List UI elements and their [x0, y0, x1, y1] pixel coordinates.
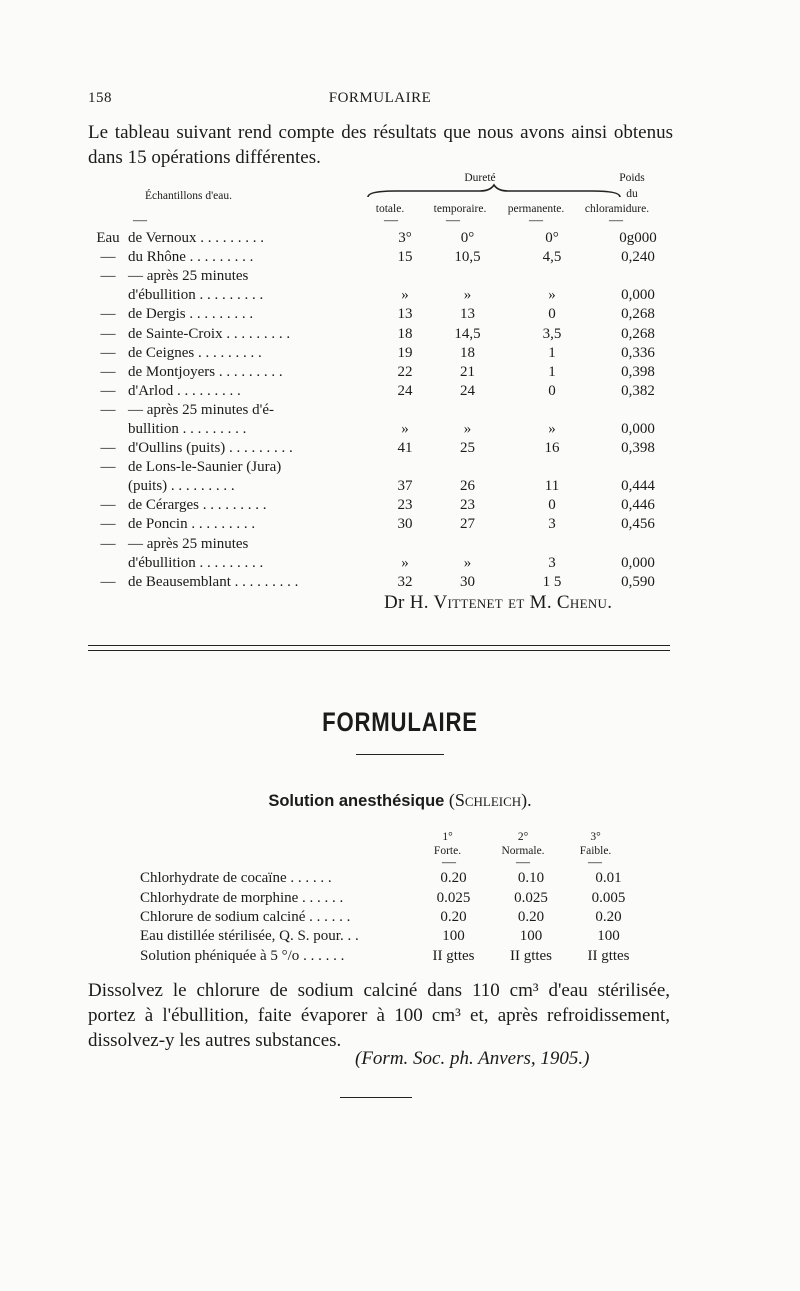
durete-totale	[381, 401, 429, 420]
poids-chloramidure: 0,456	[621, 516, 655, 533]
separator-rule-top	[88, 645, 670, 646]
dose-faible: 100	[597, 928, 620, 945]
table-row	[88, 515, 678, 534]
header-permanente: permanente.	[507, 203, 565, 215]
durete-permanente: 11	[544, 478, 560, 495]
durete-temporaire: 14,5	[454, 325, 481, 342]
poids-chloramidure: 0,444	[621, 478, 655, 495]
table-row	[88, 267, 678, 286]
ingredient-name: Chlorure de sodium calciné . . . . . .	[140, 908, 351, 925]
durete-temporaire	[429, 401, 506, 420]
poids-chloramidure: 0,446	[621, 497, 655, 514]
ingredient-name: Eau distillée stérilisée, Q. S. pour. . .	[140, 928, 359, 945]
table-row	[88, 496, 678, 515]
row-lead: —	[100, 306, 116, 323]
durete-temporaire: 30	[460, 573, 475, 590]
dose-faible: 0.20	[595, 908, 622, 925]
row-lead: —	[100, 268, 116, 285]
row-lead: —	[100, 573, 116, 590]
durete-totale	[381, 535, 429, 554]
header-samples: Échantillons d'eau.	[145, 190, 233, 202]
table-row	[88, 324, 678, 343]
citation-text: (Form. Soc. ph. Anvers, 1905.)	[355, 1048, 590, 1069]
table-row	[140, 888, 646, 907]
header-chloramidure: chloramidure.	[584, 203, 650, 215]
durete-permanente	[506, 535, 598, 554]
durete-totale: »	[401, 420, 409, 437]
dose-forte: 0.025	[436, 889, 471, 906]
durete-totale: 32	[397, 573, 413, 590]
durete-totale: »	[401, 287, 409, 304]
sample-name: — après 25 minutes	[128, 535, 249, 552]
durete-permanente: 0°	[545, 230, 559, 247]
header-poids-1: Poids	[619, 172, 645, 184]
header-dash: —	[133, 213, 147, 228]
running-title: FORMULAIRE	[328, 90, 432, 106]
durete-totale: 41	[397, 440, 413, 457]
poids-chloramidure: 0,268	[621, 306, 655, 323]
ingredient-name: Chlorhydrate de morphine . . . . . .	[140, 889, 344, 906]
durete-totale: 37	[397, 478, 413, 495]
separator-rule-bottom	[88, 650, 670, 651]
table-row	[88, 286, 678, 305]
table-row	[88, 248, 678, 267]
sample-name: bullition . . . . . . . . .	[128, 420, 247, 437]
poids-chloramidure: 0g000	[619, 230, 657, 247]
durete-permanente: 4,5	[542, 249, 562, 266]
durete-permanente: 16	[544, 440, 560, 457]
sample-name: de Lons-le-Saunier (Jura)	[128, 459, 282, 476]
poids-chloramidure: 0,240	[621, 249, 655, 266]
durete-totale: 30	[397, 516, 413, 533]
water-hardness-table	[88, 229, 678, 592]
row-lead: —	[100, 401, 116, 418]
brace-durete	[366, 183, 622, 201]
dose-forte: 0.20	[440, 870, 467, 887]
durete-totale: 15	[397, 249, 413, 266]
signature-prefix: Dr	[384, 592, 405, 613]
ingredient-name: Solution phéniquée à 5 °/o . . . . . .	[140, 947, 345, 964]
row-lead: —	[100, 497, 116, 514]
durete-totale: 18	[397, 325, 413, 342]
poids-chloramidure	[598, 401, 678, 420]
sample-name: d'ébullition . . . . . . . . .	[128, 554, 264, 571]
poids-chloramidure: 0,590	[621, 573, 655, 590]
header-forte-num: 1°	[442, 831, 453, 843]
poids-chloramidure: 0,336	[621, 344, 655, 361]
row-lead: —	[100, 459, 116, 476]
sample-name: de Ceignes . . . . . . . . .	[128, 344, 262, 361]
dose-faible: 0.005	[591, 889, 626, 906]
dose-normale: 0.025	[514, 889, 548, 906]
table-row	[88, 305, 678, 324]
durete-permanente: 3	[548, 516, 556, 533]
dose-normale: II gttes	[509, 947, 553, 964]
page-number: 158	[88, 90, 112, 106]
header-dash: —	[384, 213, 398, 228]
durete-permanente: 1 5	[542, 573, 562, 590]
formula-author: (Schleich).	[448, 790, 532, 810]
row-lead: Eau	[96, 230, 120, 247]
poids-chloramidure: 0,398	[621, 363, 655, 380]
poids-chloramidure: 0,382	[621, 382, 655, 399]
row-lead	[88, 420, 128, 439]
sample-name: de Poncin . . . . . . . . .	[128, 516, 256, 533]
sample-name: de Montjoyers . . . . . . . . .	[128, 363, 283, 380]
row-lead: —	[100, 249, 116, 266]
durete-totale: 13	[397, 306, 413, 323]
durete-totale	[381, 458, 429, 477]
header-dash: —	[446, 213, 460, 228]
header-normale: Normale.	[501, 845, 545, 857]
header-durete: Dureté	[464, 172, 496, 184]
durete-temporaire: 24	[460, 382, 475, 399]
poids-chloramidure: 0,268	[621, 325, 655, 342]
end-rule	[340, 1097, 412, 1098]
sample-name: d'Arlod . . . . . . . . .	[128, 382, 241, 399]
durete-totale: »	[401, 554, 409, 571]
header-normale-num: 2°	[517, 831, 529, 843]
durete-totale: 3°	[398, 230, 412, 247]
durete-temporaire: 21	[460, 363, 475, 380]
table-row	[88, 229, 678, 248]
header-dash: —	[516, 855, 530, 870]
durete-permanente: 0	[548, 306, 556, 323]
durete-permanente: 0	[548, 497, 556, 514]
durete-temporaire: 27	[460, 516, 475, 533]
section-title: FORMULAIRE	[322, 707, 478, 737]
row-lead	[88, 554, 128, 573]
sample-name: de Dergis . . . . . . . . .	[128, 306, 254, 323]
table-row	[140, 908, 646, 927]
title-underline	[356, 754, 444, 755]
dose-normale: 0.10	[517, 870, 545, 887]
durete-permanente	[506, 267, 598, 286]
header-totale: totale.	[375, 203, 405, 215]
table-row	[88, 382, 678, 401]
intro-paragraph: Le tableau suivant rend compte des résultats que nous avons ainsi obtenus dans 15 opérations différentes.	[88, 122, 673, 168]
instructions-paragraph: Dissolvez le chlorure de sodium calciné dans 110 cm³ d'eau stérilisée, portez à l'ébullition, faite évaporer à 100 cm³ et, après refroidissement, dissolvez-y les autres substances.	[88, 980, 670, 1051]
header-dash: —	[442, 855, 456, 870]
poids-chloramidure	[598, 458, 678, 477]
table-row	[88, 477, 678, 496]
signature-names: H. Vittenet et M. Chenu.	[409, 592, 613, 613]
durete-permanente: 3	[548, 554, 556, 571]
durete-permanente: »	[548, 420, 556, 437]
sample-name: de Sainte-Croix . . . . . . . . .	[128, 325, 291, 342]
header-forte: Forte.	[433, 845, 462, 857]
dose-forte: 100	[442, 928, 465, 945]
durete-temporaire: 23	[460, 497, 475, 514]
durete-temporaire: 0°	[460, 230, 475, 247]
durete-totale: 19	[397, 344, 413, 361]
durete-permanente: 1	[548, 363, 556, 380]
ingredient-name: Chlorhydrate de cocaïne . . . . . .	[140, 870, 332, 887]
table-row	[88, 420, 678, 439]
table-row	[88, 401, 678, 420]
table-row	[140, 869, 646, 888]
poids-chloramidure	[598, 267, 678, 286]
table-row	[88, 344, 678, 363]
durete-permanente: 3,5	[542, 325, 562, 342]
table-row	[88, 363, 678, 382]
durete-totale: 24	[397, 382, 413, 399]
sample-name: d'Oullins (puits) . . . . . . . . .	[128, 440, 293, 457]
citation	[355, 1048, 589, 1070]
poids-chloramidure: 0,000	[621, 287, 655, 304]
durete-permanente: 1	[548, 344, 556, 361]
dose-faible: 0.01	[595, 870, 622, 887]
row-lead	[88, 477, 128, 496]
sample-name: de Cérarges . . . . . . . . .	[128, 497, 267, 514]
sample-name: d'ébullition . . . . . . . . .	[128, 287, 264, 304]
durete-temporaire: 25	[460, 440, 475, 457]
dose-normale: 0.20	[517, 908, 545, 925]
durete-totale	[381, 267, 429, 286]
signature	[384, 592, 612, 614]
row-lead: —	[100, 535, 116, 552]
table-row	[140, 947, 646, 966]
dose-forte: II gttes	[432, 947, 475, 964]
header-faible-num: 3°	[590, 831, 601, 843]
formula-subtitle	[0, 790, 800, 811]
header-temporaire: temporaire.	[433, 203, 487, 215]
durete-temporaire: »	[463, 420, 472, 437]
durete-temporaire: 10,5	[454, 249, 481, 266]
row-lead: —	[100, 325, 116, 342]
header-faible: Faible.	[579, 845, 612, 857]
poids-chloramidure	[598, 535, 678, 554]
table-row	[88, 573, 678, 592]
dose-normale: 100	[519, 928, 543, 945]
durete-temporaire: 13	[460, 306, 475, 323]
durete-permanente: 0	[548, 382, 556, 399]
durete-temporaire	[429, 535, 506, 554]
poids-chloramidure: 0,000	[621, 554, 655, 571]
sample-name: (puits) . . . . . . . . .	[128, 478, 235, 495]
table-row	[88, 458, 678, 477]
formula-table	[140, 869, 646, 966]
durete-permanente	[506, 401, 598, 420]
formula-name: Solution anesthésique	[268, 792, 445, 810]
poids-chloramidure: 0,000	[621, 420, 655, 437]
durete-temporaire: 26	[460, 478, 475, 495]
durete-totale: 22	[397, 363, 413, 380]
table-row	[140, 927, 646, 946]
table-row	[88, 554, 678, 573]
row-lead: —	[100, 440, 116, 457]
durete-temporaire: »	[463, 287, 472, 304]
durete-temporaire	[429, 458, 506, 477]
durete-temporaire	[429, 267, 506, 286]
poids-chloramidure: 0,398	[621, 440, 655, 457]
row-lead: —	[100, 344, 116, 361]
sample-name: de Beausemblant . . . . . . . . .	[128, 573, 299, 590]
sample-name: — après 25 minutes	[128, 268, 249, 285]
header-dash: —	[529, 213, 543, 228]
header-dash: —	[609, 213, 623, 228]
sample-name: — après 25 minutes d'é-	[128, 401, 275, 418]
header-dash: —	[588, 855, 602, 870]
durete-permanente: »	[548, 287, 556, 304]
header-poids-2: du	[626, 188, 638, 200]
durete-permanente	[506, 458, 598, 477]
row-lead	[88, 286, 128, 305]
dose-forte: 0.20	[440, 908, 467, 925]
table-row	[88, 439, 678, 458]
sample-name: du Rhône . . . . . . . . .	[128, 249, 254, 266]
durete-totale: 23	[397, 497, 413, 514]
row-lead: —	[100, 363, 116, 380]
table-row	[88, 535, 678, 554]
row-lead: —	[100, 516, 116, 533]
durete-temporaire: 18	[460, 344, 475, 361]
row-lead: —	[100, 382, 116, 399]
durete-temporaire: »	[463, 554, 472, 571]
dose-faible: II gttes	[587, 947, 630, 964]
sample-name: de Vernoux . . . . . . . . .	[128, 230, 264, 247]
